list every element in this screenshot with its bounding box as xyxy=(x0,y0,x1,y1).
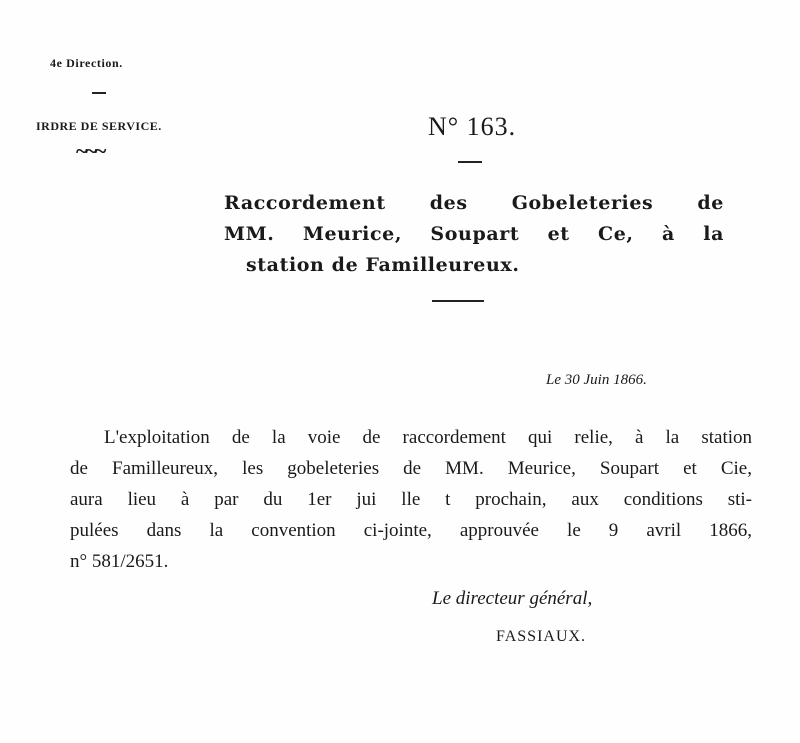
body-line: L'exploitation de la voie de raccordement qui relie, à la station xyxy=(104,427,752,448)
body-line: aura lieu à par du 1er jui lle t prochain, aux conditions sti- xyxy=(70,489,752,510)
number-separator xyxy=(458,161,482,163)
direction-label: 4e Direction. xyxy=(50,56,123,70)
order-number: N° 163. xyxy=(428,112,517,141)
signatory-name: FASSIAUX. xyxy=(496,628,587,645)
subject-line: MM. Meurice, Soupart et Ce, à la xyxy=(224,223,724,245)
body-paragraph xyxy=(70,422,752,577)
body-line: de Familleureux, les gobeleteries de MM. Meurice, Soupart et Cie, xyxy=(70,458,752,479)
separator-dash xyxy=(92,92,106,94)
signatory-title: Le directeur général, xyxy=(432,588,593,609)
ornamental-rule: ~~~ xyxy=(76,138,105,163)
subject-line: station de Familleureux. xyxy=(246,254,520,276)
subject-separator xyxy=(432,300,484,302)
subject-line: Raccordement des Gobeleteries de xyxy=(224,192,724,214)
body-line: pulées dans la convention ci-jointe, approuvée le 9 avril 1866, xyxy=(70,520,752,541)
body-line: n° 581/2651. xyxy=(70,551,169,572)
document-date: Le 30 Juin 1866. xyxy=(546,372,647,388)
subject-heading xyxy=(224,188,724,281)
ordre-de-service-label: IRDRE DE SERVICE. xyxy=(36,119,162,133)
